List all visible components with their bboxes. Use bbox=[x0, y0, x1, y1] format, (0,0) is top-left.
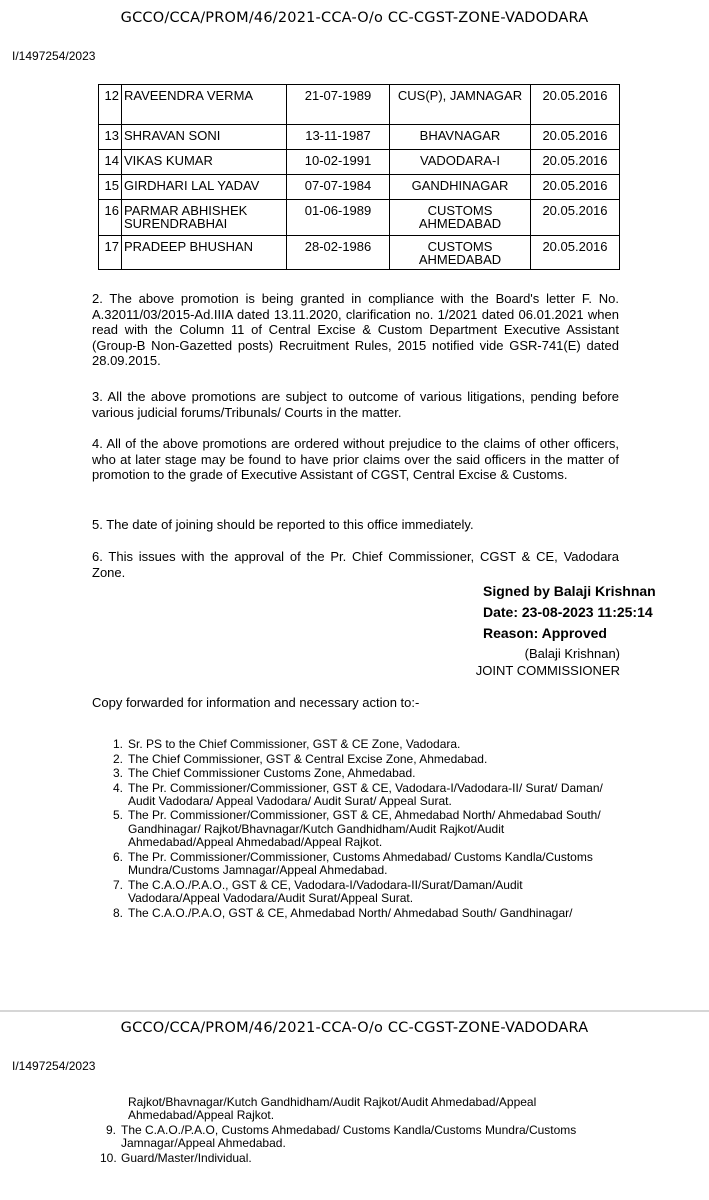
reference-number-page2: I/1497254/2023 bbox=[12, 1059, 96, 1073]
date-of-birth-cell: 13-11-1987 bbox=[287, 125, 390, 150]
file-number-header-page2: GCCO/CCA/PROM/46/2021-CCA-O/o CC-CGST-ZONE-VADODARA bbox=[120, 1020, 589, 1036]
list-item-text: Guard/Master/Individual. bbox=[121, 1150, 252, 1165]
list-item-number: 9. bbox=[105, 1123, 116, 1137]
list-item bbox=[107, 753, 607, 766]
list-item bbox=[107, 851, 607, 878]
list-item-text: The C.A.O./P.A.O, GST & CE, Ahmedabad North/ Ahmedabad South/ Gandhinagar/ bbox=[128, 905, 573, 920]
list-item-text: Sr. PS to the Chief Commissioner, GST & CE Zone, Vadodara. bbox=[128, 737, 461, 751]
posting-cell: GANDHINAGAR bbox=[390, 175, 531, 200]
signatory-designation: JOINT COMMISSIONER bbox=[475, 663, 620, 678]
list-item-number: 5. bbox=[112, 808, 123, 823]
list-item-text: The Chief Commissioner, GST & Central Excise Zone, Ahmedabad. bbox=[128, 751, 488, 766]
signed-by-text: Signed by Balaji Krishnan bbox=[483, 583, 656, 599]
list-item-number: 4. bbox=[112, 780, 123, 795]
serial-number-cell: 12 bbox=[99, 85, 122, 125]
table-row bbox=[99, 150, 620, 175]
serial-number-cell: 14 bbox=[99, 150, 122, 175]
list-item-number: 2. bbox=[112, 751, 123, 766]
copy-forwarded-heading: Copy forwarded for information and necessary action to:- bbox=[92, 695, 420, 710]
promotion-date-cell: 20.05.2016 bbox=[531, 150, 620, 175]
copy-forwarded-list bbox=[107, 738, 607, 921]
list-item-text: The Pr. Commissioner/Commissioner, Customs Ahmedabad/ Customs Kandla/Customs Mundra/Customs Jamnagar/Appeal Ahmedabad. bbox=[128, 849, 593, 878]
officer-name-cell: SHRAVAN SONI bbox=[122, 125, 287, 150]
posting-cell: CUSTOMS AHMEDABAD bbox=[390, 200, 531, 236]
paragraph-2: 2. The above promotion is being granted in compliance with the Board's letter F. No. A.32011/03/2015-Ad.IIIA dated 13.11.2020, clarification no. 1/2021 dated 06.01.2021 when read with the Column 11 of Central Excise & Custom Department Executive Assistant (Group-B Non-Gazetted posts) Recruitment Rules, 2015 notified vide GSR-741(E) dated 28.09.2015. bbox=[92, 291, 619, 369]
list-item-text: The Pr. Commissioner/Commissioner, GST & CE, Ahmedabad North/ Ahmedabad South/ Gandhinagar/ Rajkot/Bhavnagar/Kutch Gandhidham/Audit Rajkot/Audit Ahmedabad/Appeal Ahmedabad/Appeal Rajkot. bbox=[128, 808, 601, 850]
paragraph-6: 6. This issues with the approval of the Pr. Chief Commissioner, CGST & CE, Vadodara Zone. bbox=[92, 549, 619, 580]
list-item-number: 1. bbox=[112, 737, 123, 751]
list-item bbox=[107, 738, 607, 751]
list-item-number: 6. bbox=[112, 849, 123, 864]
officer-name-cell: RAVEENDRA VERMA bbox=[122, 85, 287, 125]
officer-name-cell: GIRDHARI LAL YADAV bbox=[122, 175, 287, 200]
table-row bbox=[99, 200, 620, 236]
serial-number-cell: 15 bbox=[99, 175, 122, 200]
list-item-text: The Pr. Commissioner/Commissioner, GST & CE, Vadodara-I/Vadodara-II/ Surat/ Daman/ Audit Vadodara/ Appeal Vadodara/ Audit Surat/ Appeal Surat. bbox=[128, 780, 603, 808]
serial-number-cell: 16 bbox=[99, 200, 122, 236]
posting-cell: CUS(P), JAMNAGAR bbox=[390, 85, 531, 125]
date-of-birth-cell: 01-06-1989 bbox=[287, 200, 390, 236]
page-divider bbox=[0, 1010, 709, 1012]
file-number-header: GCCO/CCA/PROM/46/2021-CCA-O/o CC-CGST-ZONE-VADODARA bbox=[120, 10, 589, 26]
table-row bbox=[99, 85, 620, 125]
date-of-birth-cell: 21-07-1989 bbox=[287, 85, 390, 125]
officer-name-cell: PRADEEP BHUSHAN bbox=[122, 236, 287, 270]
copy-forwarded-list-page2 bbox=[100, 1124, 608, 1166]
table-row bbox=[99, 175, 620, 200]
paragraph-3: 3. All the above promotions are subject to outcome of various litigations, pending before various judicial forums/Tribunals/ Courts in the matter. bbox=[92, 389, 619, 420]
date-of-birth-cell: 28-02-1986 bbox=[287, 236, 390, 270]
promotion-table bbox=[98, 84, 620, 270]
list-item-text: The C.A.O./P.A.O, Customs Ahmedabad/ Customs Kandla/Customs Mundra/Customs Jamnagar/Appeal Ahmedabad. bbox=[121, 1123, 577, 1151]
serial-number-cell: 13 bbox=[99, 125, 122, 150]
table-row bbox=[99, 125, 620, 150]
signatory-block bbox=[420, 645, 620, 679]
posting-cell: BHAVNAGAR bbox=[390, 125, 531, 150]
table-row bbox=[99, 236, 620, 270]
list-item bbox=[107, 907, 607, 920]
reference-number: I/1497254/2023 bbox=[12, 49, 96, 63]
promotion-date-cell: 20.05.2016 bbox=[531, 85, 620, 125]
list-item-text: The Chief Commissioner Customs Zone, Ahmedabad. bbox=[128, 766, 416, 780]
posting-cell: VADODARA-I bbox=[390, 150, 531, 175]
list-item-continuation: Rajkot/Bhavnagar/Kutch Gandhidham/Audit Rajkot/Audit Ahmedabad/Appeal Ahmedabad/Appeal Rajkot. bbox=[128, 1095, 537, 1123]
officer-name-cell: PARMAR ABHISHEK SURENDRABHAI bbox=[122, 200, 287, 236]
posting-cell: CUSTOMS AHMEDABAD bbox=[390, 236, 531, 270]
serial-number-cell: 17 bbox=[99, 236, 122, 270]
list-item bbox=[107, 767, 607, 780]
list-item-number: 7. bbox=[112, 877, 123, 892]
paragraph-4: 4. All of the above promotions are ordered without prejudice to the claims of other officers, who at later stage may be found to have prior claims over the said officers in the matter of promotion to the grade of Executive Assistant of CGST, Central Excise & Customs. bbox=[92, 436, 619, 483]
promotion-date-cell: 20.05.2016 bbox=[531, 125, 620, 150]
list-item bbox=[107, 879, 607, 906]
signature-date: Date: 23-08-2023 11:25:14 bbox=[483, 604, 653, 620]
list-item bbox=[100, 1124, 608, 1151]
list-item-number: 10. bbox=[100, 1150, 117, 1165]
promotion-date-cell: 20.05.2016 bbox=[531, 236, 620, 270]
list-item-number: 3. bbox=[112, 766, 123, 780]
list-item bbox=[107, 782, 607, 809]
paragraph-5: 5. The date of joining should be reported to this office immediately. bbox=[92, 517, 474, 532]
digital-signature-block bbox=[483, 581, 656, 644]
promotion-date-cell: 20.05.2016 bbox=[531, 200, 620, 236]
date-of-birth-cell: 07-07-1984 bbox=[287, 175, 390, 200]
list-item-text: The C.A.O./P.A.O., GST & CE, Vadodara-I/Vadodara-II/Surat/Daman/Audit Vadodara/Appeal Vadodara/Audit Surat/Appeal Surat. bbox=[128, 877, 523, 906]
date-of-birth-cell: 10-02-1991 bbox=[287, 150, 390, 175]
list-item-number: 8. bbox=[112, 905, 123, 920]
list-item bbox=[107, 809, 607, 849]
signatory-name: (Balaji Krishnan) bbox=[524, 646, 620, 661]
signature-reason: Reason: Approved bbox=[483, 625, 607, 641]
promotion-date-cell: 20.05.2016 bbox=[531, 175, 620, 200]
list-item bbox=[100, 1152, 608, 1165]
officer-name-cell: VIKAS KUMAR bbox=[122, 150, 287, 175]
